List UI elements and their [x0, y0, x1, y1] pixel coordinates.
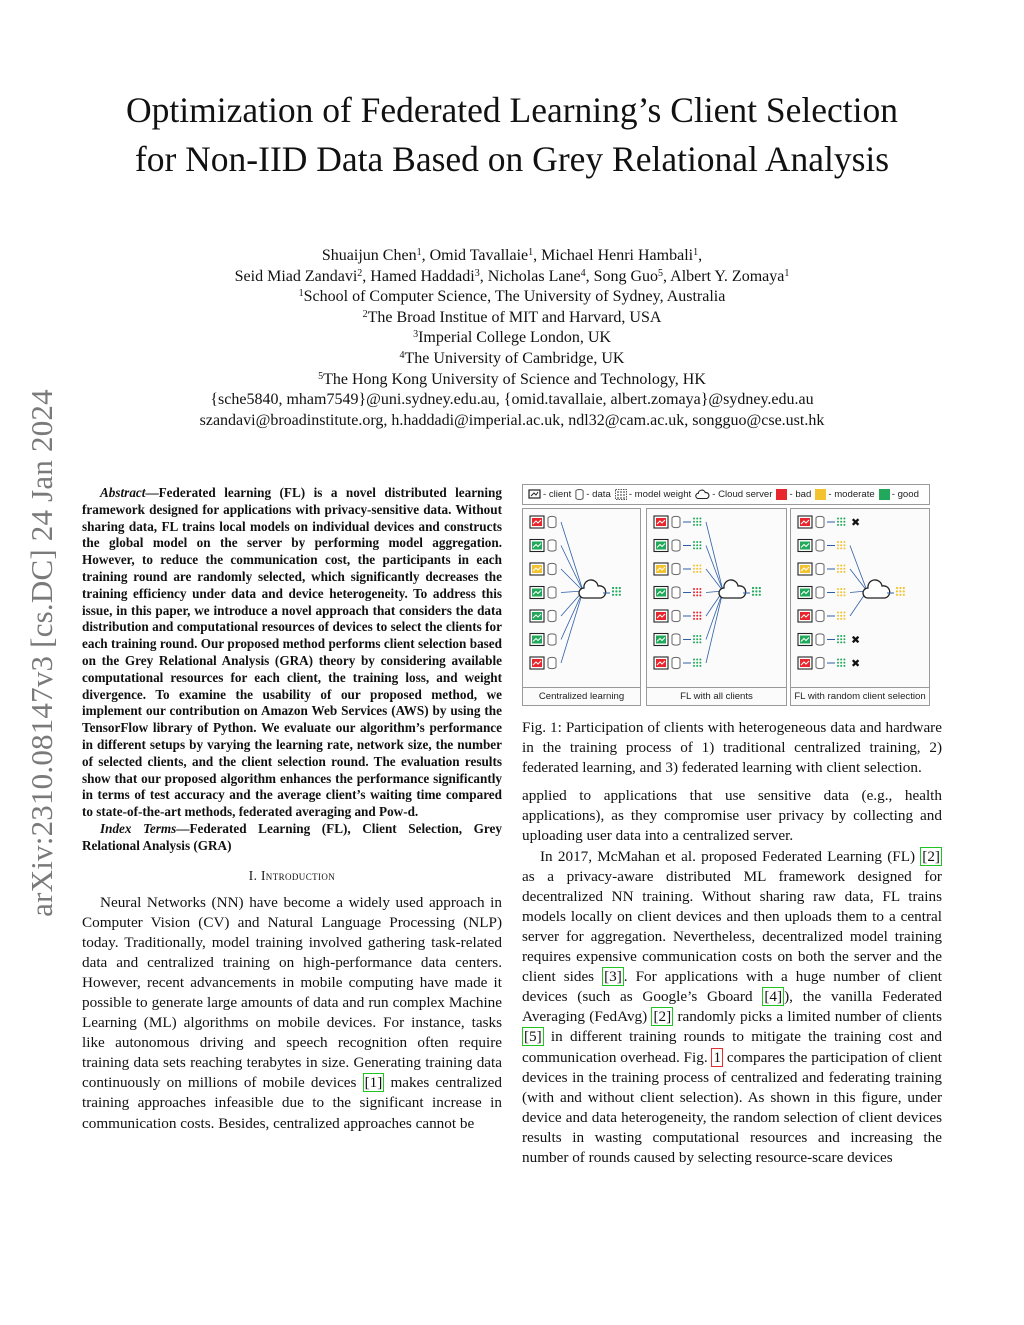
weight-dot	[699, 659, 701, 661]
weight-dot	[843, 521, 845, 523]
right-body-text	[522, 786, 942, 1168]
weight-dot	[840, 565, 842, 567]
legend-moderate: - moderate	[815, 489, 874, 500]
index-terms-label: Index Terms	[100, 820, 177, 836]
weight-dot	[699, 565, 701, 567]
weight-dot	[837, 615, 839, 617]
weight-dot	[699, 518, 701, 520]
weight-dot	[696, 659, 698, 661]
weight-dot	[693, 524, 695, 526]
panel-label: FL with random client selection	[791, 687, 929, 705]
weight-dot	[699, 594, 701, 596]
weight-dot	[843, 612, 845, 614]
weight-dot	[696, 615, 698, 617]
author-line-2: Seid Miad Zandavi$^2$, Hamed Haddadi$^3$, Nicholas Lane$^4$, Song Guo$^5$, Albert Y. Zomaya$^1$	[234, 267, 790, 285]
weight-dot	[840, 547, 842, 549]
weight-dot	[693, 565, 695, 567]
weight-dot	[612, 587, 614, 589]
weight-dot	[843, 638, 845, 640]
client-device-icon	[528, 489, 541, 500]
weight-dot	[693, 665, 695, 667]
author-sup: 1	[693, 247, 699, 258]
weight-dot	[837, 588, 839, 590]
database-body	[672, 636, 680, 646]
database-body	[816, 612, 824, 622]
global-model-icon	[612, 587, 621, 596]
panel-diagram	[523, 509, 640, 687]
weight-dot	[699, 524, 701, 526]
database-body	[548, 518, 556, 528]
author-name: Omid Tavallaie	[429, 247, 529, 264]
weight-dot	[840, 541, 842, 543]
weight-dot	[752, 590, 754, 592]
legend-client: - client	[528, 489, 571, 500]
weight-dot	[899, 590, 901, 592]
author-block	[120, 246, 904, 431]
index-terms-text: —Federated Learning (FL), Client Selection, Grey Relational Analysis (GRA)	[82, 820, 502, 853]
client-row	[530, 587, 583, 599]
weight-dot	[699, 547, 701, 549]
database-body	[672, 589, 680, 599]
weight-dot	[843, 641, 845, 643]
weight-dot	[896, 594, 898, 596]
author-name: Song Guo	[593, 267, 659, 285]
weight-dot	[693, 588, 695, 590]
weight-dot	[837, 638, 839, 640]
weight-dot	[837, 518, 839, 520]
weight-dot	[699, 521, 701, 523]
client-row	[798, 634, 860, 647]
intro-paragraph-3: In 2017, McMahan et al. proposed Federated Learning (FL) [2] as a privacy-aware distributed ML framework designed for decentralized NN training. Without sharing raw data, FL trains models locally on client devices and then uploads them to a central server for aggregation. Nevertheless, decentralized model training requires expensive communication costs on both the server and the client sides [3] . For applications with a huge number of client devices (such as Google’s Gboard [4] ), the vanilla Federated Averaging (FedAvg) [2] randomly picks a limited number of clients [5] in different training rounds to mitigate the training cost and communication overhead. Fig. 1 compares the participation of client devices in the training process of centralized and federating training (with and without client selection). As shown in this figure, under device and data heterogeneity, the random selection of client devices results in wasting computational resources and increasing the number of rounds caused by selecting resource-scare devices	[522, 847, 942, 1166]
affiliation: $^2$The Broad Institue of MIT and Harvard, USA	[362, 308, 662, 326]
author-sup: 3	[474, 267, 480, 279]
weight-dot	[903, 594, 905, 596]
weight-dot	[837, 591, 839, 593]
upload-arrow	[850, 546, 867, 592]
weight-dot	[693, 641, 695, 643]
weight-dot	[843, 594, 845, 596]
weight-dot	[759, 587, 761, 589]
weight-dot	[896, 590, 898, 592]
weight-dot	[619, 590, 621, 592]
global-model-icon	[896, 587, 905, 596]
index-terms	[82, 821, 502, 855]
upload-arrow	[561, 591, 583, 663]
weight-dot	[755, 587, 757, 589]
weight-dot	[837, 571, 839, 573]
upload-arrow	[561, 546, 583, 592]
weight-dot	[699, 638, 701, 640]
section-number: I.	[248, 867, 258, 883]
weight-dot	[612, 590, 614, 592]
weight-dot	[699, 615, 701, 617]
weight-dot	[837, 612, 839, 614]
weight-dot	[699, 588, 701, 590]
weight-dot	[843, 618, 845, 620]
citation-link[interactable]: [3]	[604, 968, 622, 986]
weight-dot	[696, 544, 698, 546]
abstract-label: Abstract	[100, 485, 146, 500]
weight-dot	[696, 571, 698, 573]
weight-dot	[837, 565, 839, 567]
abstract	[82, 485, 502, 821]
citation-link[interactable]: [4]	[764, 988, 783, 1006]
citation-link[interactable]: [1]	[364, 1074, 383, 1092]
weight-dot	[840, 524, 842, 526]
weight-dot	[837, 524, 839, 526]
weight-dot	[755, 594, 757, 596]
weight-dot	[843, 544, 845, 546]
affiliation: $^3$Imperial College London, UK	[413, 329, 611, 347]
weight-dot	[843, 518, 845, 520]
author-sup: 1	[528, 247, 534, 258]
author-sup: 2	[357, 267, 363, 279]
weight-dot	[699, 544, 701, 546]
database-body	[672, 542, 680, 552]
section-heading	[82, 868, 502, 884]
excluded-mark: ✖	[851, 517, 861, 529]
abstract-text: —Federated learning (FL) is a novel distributed learning framework designed for applications with privacy-sensitive data. Without sharing data, FL trains local models on individual devices and constructs the global model on the server by performing model aggregation. However, to reduce the communication cost, the participants in each training round are randomly selected, which significantly decreases the training efficiency under data and device heterogeneity. To address this issue, in this paper, we introduce a novel approach that considers the data distribution and computational resources of devices to select the clients for each training round. Our proposed method performs client selection based on the Grey Relational Analysis (GRA) theory by considering available computational resources for each client, the training loss, and weight divergence. To examine the usability of our proposed method, we implement our contribution on Amazon Web Services (AWS) by using the TensorFlow library of Python. We evaluate our algorithm’s performance in different setups by varying the learning rate, network size, the number of selected clients, and the client selection round. The evaluation results show that our proposed algorithm enhances the performance significantly in terms of test accuracy and the average client’s waiting time compared to state-of-the-art methods, federated averaging and Pow-d.	[82, 485, 502, 820]
weight-dot	[837, 665, 839, 667]
weight-dot	[693, 521, 695, 523]
weight-dot	[837, 547, 839, 549]
upload-arrow	[561, 522, 583, 591]
legend-good: - good	[879, 489, 919, 500]
panel-fl-random	[790, 508, 930, 706]
weight-dot	[840, 518, 842, 520]
citation-link[interactable]: [2]	[653, 1008, 672, 1026]
client-row	[798, 657, 860, 670]
weight-dot	[837, 544, 839, 546]
weight-dot	[699, 662, 701, 664]
author-name: Shuaijun Chen	[321, 247, 417, 264]
database-body	[548, 612, 556, 622]
weight-dot	[699, 591, 701, 593]
weight-dot	[699, 612, 701, 614]
weight-dot	[696, 638, 698, 640]
upload-arrow	[706, 591, 723, 663]
weight-dot	[843, 659, 845, 661]
author-name: Seid Miad Zandavi	[234, 267, 358, 285]
excluded-mark: ✖	[851, 634, 861, 647]
database-body	[672, 659, 680, 669]
intro-paragraph-1: Neural Networks (NN) have become a widely used approach in Computer Vision (CV) and Natural Language Processing (NLP) today. Traditionally, model training involved gathering task-related data and centralized training on high-performance data centers. However, recent advancements in mobile computing have made it possible to generate large amounts of data and run complex Machine Learning (ML) algorithms on mobile devices. For instance, tasks like autonomous driving and speech recognition often require training data sets reaching terabytes in size. Generating training data continuously on millions of mobile devices [1] makes centralized training approaches infeasible due to the significant increase in communication costs. Besides, centralized approaches cannot be	[82, 893, 502, 1132]
weight-dot	[693, 662, 695, 664]
panel-label: Centralized learning	[523, 687, 640, 705]
cloud-server-icon	[695, 489, 710, 500]
model-weight-icon	[837, 635, 845, 643]
citation-link[interactable]: [2]	[922, 847, 940, 865]
weight-dot	[843, 541, 845, 543]
weight-dot	[696, 521, 698, 523]
weight-dot	[615, 594, 617, 596]
database-body	[816, 659, 824, 669]
author-sup: 1	[784, 267, 790, 279]
global-model-icon	[752, 587, 761, 596]
weight-dot	[759, 590, 761, 592]
database-body	[548, 636, 556, 646]
weight-dot	[619, 587, 621, 589]
weight-dot	[699, 641, 701, 643]
upload-arrow	[706, 591, 723, 640]
intro-paragraph-2: applied to applications that use sensitive data (e.g., health applications), as they compromise user privacy by collecting and uploading user data into a centralized server.	[522, 787, 942, 845]
weight-dot	[837, 662, 839, 664]
weight-dot	[840, 662, 842, 664]
weight-dot	[693, 635, 695, 637]
author-name: Albert Y. Zomaya	[670, 267, 785, 285]
paper-title: Optimization of Federated Learning’s Client Selection for Non-IID Data Based on Grey Relational Analysis	[126, 90, 898, 179]
model-weight-icon	[693, 541, 701, 549]
weight-dot	[903, 590, 905, 592]
weight-dot	[840, 635, 842, 637]
weight-dot	[693, 544, 695, 546]
weight-dot	[696, 618, 698, 620]
weight-dot	[840, 591, 842, 593]
weight-dot	[899, 594, 901, 596]
weight-dot	[840, 659, 842, 661]
weight-dot	[612, 594, 614, 596]
weight-dot	[696, 665, 698, 667]
weight-dot	[840, 571, 842, 573]
panel-fl-all	[646, 508, 787, 706]
weight-dot	[837, 568, 839, 570]
weight-dot	[696, 541, 698, 543]
weight-dot	[837, 641, 839, 643]
left-column	[82, 485, 502, 1134]
weight-dot	[840, 618, 842, 620]
weight-dot	[843, 588, 845, 590]
moderate-swatch	[815, 489, 826, 500]
client-row	[654, 516, 723, 591]
legend-bad: - bad	[776, 489, 811, 500]
legend-model-weight: - model weight	[615, 489, 691, 500]
database-icon	[575, 489, 584, 500]
database-body	[548, 589, 556, 599]
author-line-1: Shuaijun Chen$^1$, Omid Tavallaie$^1$, Michael Henri Hambali$^1$,	[321, 247, 703, 264]
upload-arrow	[850, 569, 867, 591]
weight-dot	[840, 612, 842, 614]
weight-dot	[843, 662, 845, 664]
weight-dot	[696, 524, 698, 526]
weight-dot	[696, 662, 698, 664]
weight-dot	[696, 565, 698, 567]
weight-dot	[693, 638, 695, 640]
weight-dot	[843, 615, 845, 617]
author-sup: 4	[580, 267, 586, 279]
database-body	[672, 612, 680, 622]
figure-1	[522, 484, 930, 706]
client-row	[654, 587, 723, 599]
weight-dot	[696, 612, 698, 614]
weight-dot	[615, 587, 617, 589]
weight-dot	[693, 541, 695, 543]
weight-dot	[840, 615, 842, 617]
weight-dot	[843, 591, 845, 593]
weight-dot	[899, 587, 901, 589]
affiliation: $^4$The University of Cambridge, UK	[399, 349, 625, 367]
weight-dot	[843, 571, 845, 573]
weight-dot	[619, 594, 621, 596]
weight-dot	[840, 568, 842, 570]
database-body	[816, 589, 824, 599]
weight-dot	[755, 590, 757, 592]
bad-swatch	[776, 489, 787, 500]
database-body	[672, 518, 680, 528]
weight-dot	[837, 618, 839, 620]
weight-dot	[840, 641, 842, 643]
figure-link[interactable]: 1	[713, 1048, 722, 1066]
weight-dot	[837, 521, 839, 523]
weight-dot	[759, 594, 761, 596]
right-column	[522, 484, 942, 1168]
model-weight-icon	[693, 612, 701, 620]
affiliation: $^5$The Hong Kong University of Science and Technology, HK	[318, 370, 706, 388]
upload-arrow	[561, 591, 583, 640]
weight-dot	[696, 518, 698, 520]
figure-caption: Fig. 1: Participation of clients with heterogeneous data and hardware in the training process of 1) traditional centralized training, 2) federated learning, and 3) federated learning with client selection.	[522, 719, 942, 777]
good-swatch	[879, 489, 890, 500]
weight-dot	[693, 594, 695, 596]
weight-dot	[696, 641, 698, 643]
weight-dot	[693, 547, 695, 549]
model-weight-icon	[693, 518, 701, 526]
weight-dot	[615, 590, 617, 592]
weight-dot	[896, 587, 898, 589]
weight-dot	[752, 587, 754, 589]
weight-dot	[840, 521, 842, 523]
legend-data: - data	[575, 489, 611, 500]
author-sup: 1	[416, 247, 422, 258]
weight-dot	[696, 594, 698, 596]
author-name: Nicholas Lane	[487, 267, 581, 285]
weight-dot	[696, 547, 698, 549]
panel-label: FL with all clients	[647, 687, 786, 705]
client-row	[798, 516, 860, 529]
weight-dot	[699, 618, 701, 620]
author-sup: 5	[658, 267, 664, 279]
weight-dot	[693, 612, 695, 614]
weight-dot	[699, 635, 701, 637]
weight-dot	[843, 565, 845, 567]
excluded-mark: ✖	[851, 658, 861, 670]
client-row	[798, 587, 867, 599]
weight-dot	[693, 615, 695, 617]
database-body	[548, 542, 556, 552]
client-row	[654, 591, 723, 669]
affiliation: $^1$School of Computer Science, The University of Sydney, Australia	[298, 288, 726, 306]
weight-dot	[752, 594, 754, 596]
model-weight-icon	[837, 588, 845, 596]
weight-dot	[699, 571, 701, 573]
email-line: {sche5840, mham7549}@uni.sydney.edu.au, {omid.tavallaie, albert.zomaya}@sydney.edu.au	[210, 391, 814, 409]
weight-dot	[843, 635, 845, 637]
email-line: szandavi@broadinstitute.org, h.haddadi@imperial.ac.uk, ndl32@cam.ac.uk, songguo@cse.ust.hk	[199, 411, 825, 429]
database-body	[816, 636, 824, 646]
weight-dot	[843, 547, 845, 549]
database-body	[816, 542, 824, 552]
model-weight-icon	[693, 588, 701, 596]
client-row	[530, 516, 583, 591]
panel-diagram	[791, 509, 929, 687]
weight-dot	[837, 594, 839, 596]
weight-dot	[699, 665, 701, 667]
weight-dot	[693, 571, 695, 573]
weight-dot	[696, 588, 698, 590]
arxiv-stamp: arXiv:2310.08147v3 [cs.DC] 24 Jan 2024	[24, 389, 59, 917]
model-weight-icon	[693, 635, 701, 643]
weight-dot	[699, 541, 701, 543]
database-body	[548, 565, 556, 575]
weight-dot	[837, 659, 839, 661]
weight-dot	[843, 568, 845, 570]
model-weight-icon	[837, 612, 845, 620]
cloud-server-icon	[579, 580, 606, 598]
weight-dot	[840, 665, 842, 667]
weight-dot	[693, 568, 695, 570]
weight-dot	[693, 659, 695, 661]
weight-dot	[840, 594, 842, 596]
figure-legend	[522, 484, 930, 505]
author-name: Michael Henri Hambali	[541, 247, 694, 264]
section-title: Introduction	[261, 867, 336, 883]
database-body	[548, 659, 556, 669]
weight-dot	[903, 587, 905, 589]
weight-dot	[699, 568, 701, 570]
cloud-server-icon	[719, 580, 746, 598]
legend-cloud: - Cloud server	[695, 489, 772, 500]
weight-dot	[843, 665, 845, 667]
weight-dot	[696, 635, 698, 637]
weight-dot	[696, 568, 698, 570]
weight-dot	[840, 588, 842, 590]
author-name: Hamed Haddadi	[370, 267, 475, 285]
weight-dot	[693, 518, 695, 520]
model-weight-icon	[837, 659, 845, 667]
model-weight-icon	[837, 518, 845, 526]
weight-dot	[837, 541, 839, 543]
model-weight-icon	[693, 565, 701, 573]
model-weight-icon	[837, 565, 845, 573]
model-weight-icon	[615, 489, 627, 500]
panel-diagram	[647, 509, 786, 687]
cloud-server-icon	[863, 580, 890, 598]
weight-dot	[840, 544, 842, 546]
weight-dot	[840, 638, 842, 640]
citation-link[interactable]: [5]	[524, 1028, 542, 1046]
database-body	[816, 565, 824, 575]
database-body	[672, 565, 680, 575]
weight-dot	[843, 524, 845, 526]
panel-centralized	[522, 508, 641, 706]
weight-dot	[693, 618, 695, 620]
weight-dot	[696, 591, 698, 593]
client-row	[530, 591, 583, 669]
weight-dot	[693, 591, 695, 593]
model-weight-icon	[693, 659, 701, 667]
model-weight-icon	[837, 541, 845, 549]
database-body	[816, 518, 824, 528]
weight-dot	[837, 635, 839, 637]
upload-arrow	[706, 546, 723, 592]
